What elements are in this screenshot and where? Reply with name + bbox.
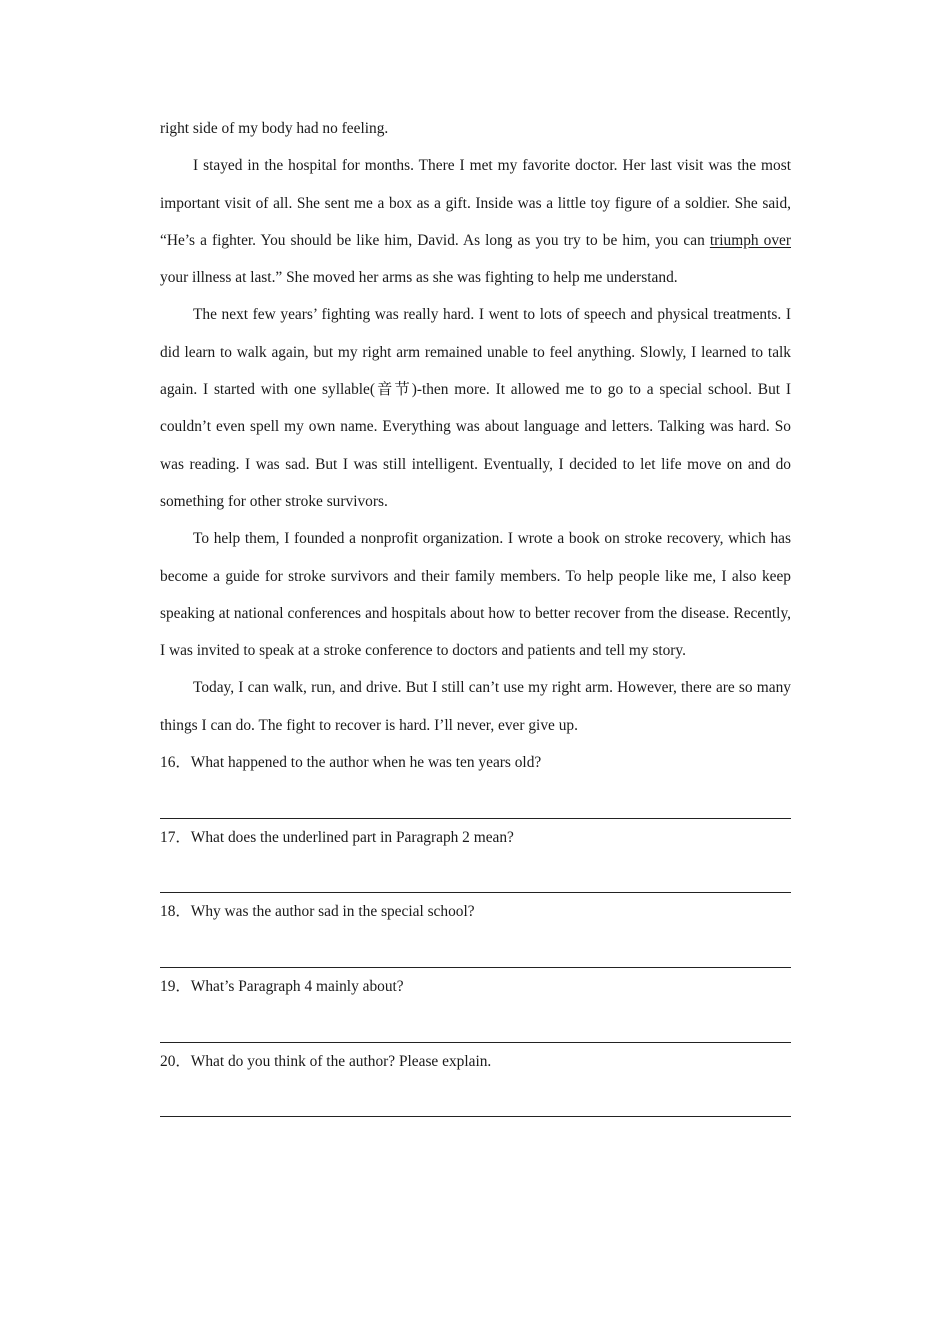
question-17 — [160, 819, 791, 894]
question-number: 17． — [160, 828, 191, 846]
question-prompt — [160, 968, 791, 1005]
paragraph-2-text-after: your illness at last.” She moved her arms as she was fighting to help me understand. — [160, 269, 678, 287]
answer-line[interactable] — [160, 1005, 791, 1042]
question-prompt — [160, 819, 791, 856]
question-number: 20． — [160, 1052, 191, 1070]
question-text: Why was the author sad in the special school? — [190, 903, 475, 921]
question-text: What’s Paragraph 4 mainly about? — [190, 978, 404, 996]
question-text: What happened to the author when he was ten years old? — [190, 754, 542, 772]
paragraph-4: To help them, I founded a nonprofit organization. I wrote a book on stroke recovery, which has become a guide for stroke survivors and their family members. To help people like me, I also keep speaking at national conferences and hospitals about how to better recover from the disease. Recently, I was invited to speak at a stroke conference to doctors and patients and tell my story. — [160, 530, 791, 660]
underlined-phrase: triumph over — [709, 231, 791, 249]
question-19 — [160, 968, 791, 1043]
question-text: What do you think of the author? Please explain. — [190, 1052, 492, 1070]
question-number: 19． — [160, 978, 191, 996]
paragraph-2 — [160, 147, 791, 296]
question-text: What does the underlined part in Paragraph 2 mean? — [190, 828, 514, 846]
question-number: 16． — [160, 754, 191, 772]
paragraph-1-text: right side of my body had no feeling. — [160, 120, 389, 137]
paragraph-5: Today, I can walk, run, and drive. But I still can’t use my right arm. However, there are so many things I can do. The fight to recover is hard. I’ll never, ever give up. — [160, 679, 791, 734]
paragraph-2-text-before: I stayed in the hospital for months. There I met my favorite doctor. Her last visit was the most important visit of all. She sent me a box as a gift. Inside was a little toy figure of a soldier. She said, “He’s a fighter. You should be like him, David. As long as you try to be him, you can — [160, 157, 791, 249]
answer-line[interactable] — [160, 856, 791, 893]
question-18 — [160, 893, 791, 968]
question-prompt — [160, 893, 791, 930]
paragraph-1-continued — [160, 110, 791, 147]
answer-line[interactable] — [160, 931, 791, 968]
question-number: 18． — [160, 903, 191, 921]
question-16 — [160, 744, 791, 819]
worksheet-page — [160, 110, 791, 1117]
question-prompt — [160, 744, 791, 781]
answer-line[interactable] — [160, 1080, 791, 1117]
question-20 — [160, 1043, 791, 1118]
paragraph-3: The next few years’ fighting was really hard. I went to lots of speech and physical treatments. I did learn to walk again, but my right arm remained unable to feel anything. Slowly, I learned to talk again. I started with one syllable(音节)-then more. It allowed me to go to a special school. But I couldn’t even spell my own name. Everything was about language and letters. Talking was hard. So was reading. I was sad. But I was still intelligent. Eventually, I decided to let life move on and do something for other stroke survivors. — [160, 306, 791, 510]
question-prompt — [160, 1043, 791, 1080]
answer-line[interactable] — [160, 781, 791, 818]
